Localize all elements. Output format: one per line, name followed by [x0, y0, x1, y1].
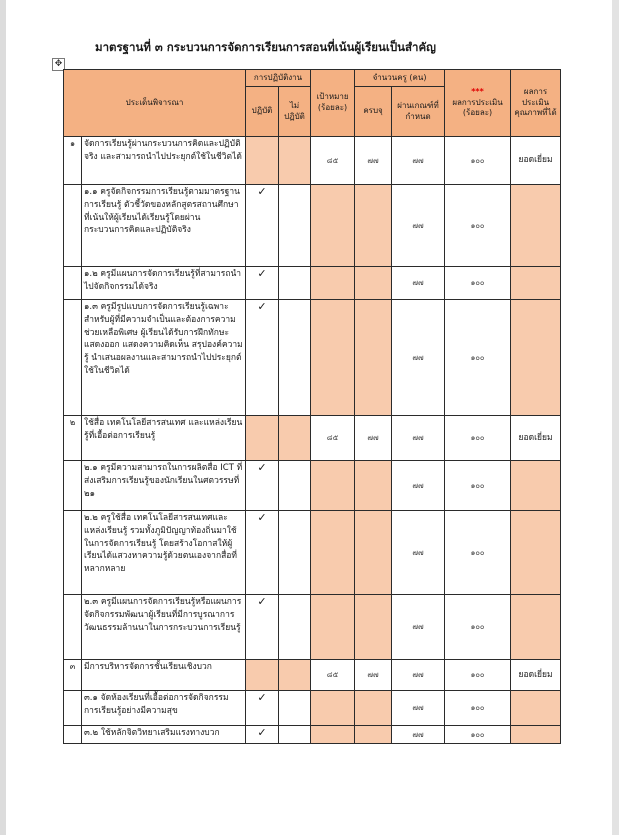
table-row — [64, 726, 561, 744]
all-cell — [355, 185, 392, 267]
row-text: มีการบริหารจัดการชั้นเรียนเชิงบวก — [82, 660, 246, 691]
row-number: ๒ — [64, 416, 82, 461]
result-cell: ๑๐๐ — [445, 726, 511, 744]
quality-cell — [511, 691, 561, 726]
not-practiced-cell — [279, 691, 311, 726]
quality-cell — [511, 267, 561, 300]
result-cell: ๑๐๐ — [445, 595, 511, 660]
row-number: ๓ — [64, 660, 82, 691]
passed-cell: ๗๗ — [392, 595, 445, 660]
row-text: ใช้สื่อ เทคโนโลยีสารสนเทศ และแหล่งเรียนรู้ที่เอื้อต่อการเรียนรู้ — [82, 416, 246, 461]
target-cell — [311, 300, 355, 416]
row-number — [64, 511, 82, 595]
target-cell: ๘๕ — [311, 660, 355, 691]
practiced-cell — [246, 416, 279, 461]
passed-cell: ๗๗ — [392, 691, 445, 726]
all-cell — [355, 691, 392, 726]
all-cell: ๗๗ — [355, 416, 392, 461]
not-practiced-cell — [279, 137, 311, 185]
row-number — [64, 267, 82, 300]
not-practiced-cell — [279, 300, 311, 416]
quality-cell — [511, 461, 561, 511]
quality-cell — [511, 511, 561, 595]
not-practiced-cell — [279, 185, 311, 267]
header-topic: ประเด็นพิจารณา — [64, 70, 246, 137]
not-practiced-cell — [279, 726, 311, 744]
row-number — [64, 300, 82, 416]
target-cell — [311, 461, 355, 511]
not-practiced-cell — [279, 660, 311, 691]
all-cell — [355, 461, 392, 511]
header-teacher-count: จำนวนครู (คน) — [355, 70, 445, 87]
result-cell: ๑๐๐ — [445, 691, 511, 726]
row-text: ๓.๒ ใช้หลักจิตวิทยาเสริมแรงทางบวก — [82, 726, 246, 744]
quality-cell — [511, 726, 561, 744]
page-title: มาตรฐานที่ ๓ กระบวนการจัดการเรียนการสอนที่เน้นผู้เรียนเป็นสำคัญ — [95, 40, 436, 54]
all-cell — [355, 511, 392, 595]
row-text: ๑.๓ ครูมีรูปแบบการจัดการเรียนรู้เฉพาะสำหรับผู้ที่มีความจำเป็นและต้องการความช่วยเหลือพิเศษ ผู้เรียนได้รับการฝึกทักษะแสดงออก แสดงความคิดเห็น สรุปองค์ความรู้ นำเสนอผลงานและสามารถนำไปประยุกต์ใช้ในชีวิตได้ — [82, 300, 246, 416]
target-cell — [311, 185, 355, 267]
assessment-table — [63, 69, 561, 744]
check-mark-icon: ✓ — [246, 726, 279, 744]
result-cell: ๑๐๐ — [445, 511, 511, 595]
table-header — [64, 70, 561, 137]
table-row — [64, 185, 561, 267]
quality-cell — [511, 595, 561, 660]
quality-cell: ยอดเยี่ยม — [511, 137, 561, 185]
table-row — [64, 300, 561, 416]
row-text: ๑.๒ ครูมีแผนการจัดการเรียนรู้ที่สามารถนำไปจัดกิจกรรมได้จริง — [82, 267, 246, 300]
table-row — [64, 416, 561, 461]
page-right-edge — [612, 0, 619, 835]
check-mark-icon: ✓ — [246, 300, 279, 416]
row-number — [64, 726, 82, 744]
target-cell — [311, 511, 355, 595]
passed-cell: ๗๗ — [392, 461, 445, 511]
passed-cell: ๗๗ — [392, 726, 445, 744]
quality-cell: ยอดเยี่ยม — [511, 660, 561, 691]
not-practiced-cell — [279, 461, 311, 511]
quality-cell: ยอดเยี่ยม — [511, 416, 561, 461]
result-cell: ๑๐๐ — [445, 267, 511, 300]
all-cell — [355, 726, 392, 744]
not-practiced-cell — [279, 511, 311, 595]
result-cell: ๑๐๐ — [445, 185, 511, 267]
passed-cell: ๗๗ — [392, 300, 445, 416]
check-mark-icon: ✓ — [246, 511, 279, 595]
practiced-cell — [246, 660, 279, 691]
passed-cell: ๗๗ — [392, 660, 445, 691]
row-text: ๓.๑ จัดห้องเรียนที่เอื้อต่อการจัดกิจกรรมการเรียนรู้อย่างมีความสุข — [82, 691, 246, 726]
all-cell — [355, 267, 392, 300]
all-cell — [355, 595, 392, 660]
passed-cell: ๗๗ — [392, 511, 445, 595]
target-cell: ๘๕ — [311, 137, 355, 185]
all-cell: ๗๗ — [355, 660, 392, 691]
result-cell: ๑๐๐ — [445, 660, 511, 691]
target-cell: ๘๕ — [311, 416, 355, 461]
table-row — [64, 461, 561, 511]
table-body — [64, 137, 561, 744]
header-passed: ผ่านเกณฑ์ที่กำหนด — [392, 87, 445, 137]
practiced-cell — [246, 137, 279, 185]
row-number — [64, 691, 82, 726]
not-practiced-cell — [279, 595, 311, 660]
passed-cell: ๗๗ — [392, 185, 445, 267]
target-cell — [311, 267, 355, 300]
header-practice-group: การปฏิบัติงาน — [246, 70, 311, 87]
row-text: ๑.๑ ครูจัดกิจกรรมการเรียนรู้ตามมาตรฐานการเรียนรู้ ตัวชี้วัดของหลักสูตรสถานศึกษาที่เน้นให้ผู้เรียนได้เรียนรู้โดยผ่านกระบวนการคิดและปฏิบัติจริง — [82, 185, 246, 267]
row-text: จัดการเรียนรู้ผ่านกระบวนการคิดและปฏิบัติจริง และสามารถนำไปประยุกต์ใช้ในชีวิตได้ — [82, 137, 246, 185]
result-cell: ๑๐๐ — [445, 461, 511, 511]
passed-cell: ๗๗ — [392, 137, 445, 185]
header-not-practiced: ไม่ปฏิบัติ — [279, 87, 311, 137]
check-mark-icon: ✓ — [246, 461, 279, 511]
header-result-label: ผลการประเมิน (ร้อยละ) — [452, 97, 503, 118]
table-row — [64, 511, 561, 595]
check-mark-icon: ✓ — [246, 691, 279, 726]
target-cell — [311, 595, 355, 660]
target-cell — [311, 691, 355, 726]
quality-cell — [511, 300, 561, 416]
check-mark-icon: ✓ — [246, 267, 279, 300]
quality-cell — [511, 185, 561, 267]
not-practiced-cell — [279, 267, 311, 300]
result-cell: ๑๐๐ — [445, 137, 511, 185]
row-number — [64, 461, 82, 511]
row-number: ๑ — [64, 137, 82, 185]
target-cell — [311, 726, 355, 744]
table-row — [64, 691, 561, 726]
row-number — [64, 595, 82, 660]
table-row — [64, 137, 561, 185]
row-text: ๒.๒ ครูใช้สื่อ เทคโนโลยีสารสนเทศและแหล่งเรียนรู้ รวมทั้งภูมิปัญญาท้องถิ่นมาใช้ในการจัดการเรียนรู้ โดยสร้างโอกาสให้ผู้เรียนได้แสวงหาความรู้ด้วยตนเองจากสื่อที่หลากหลาย — [82, 511, 246, 595]
header-result — [445, 70, 511, 137]
check-mark-icon: ✓ — [246, 595, 279, 660]
not-practiced-cell — [279, 416, 311, 461]
check-mark-icon: ✓ — [246, 185, 279, 267]
result-cell: ๑๐๐ — [445, 416, 511, 461]
table-row — [64, 595, 561, 660]
table-move-handle-icon[interactable]: ✥ — [52, 58, 65, 71]
row-text: ๒.๓ ครูมีแผนการจัดการเรียนรู้หรือแผนการจัดกิจกรรมพัฒนาผู้เรียนที่มีการบูรณาการวัฒนธรรมล้านนาในการกระบวนการเรียนรู้ — [82, 595, 246, 660]
header-stars: *** — [471, 86, 484, 96]
header-quality: ผลการประเมิน คุณภาพที่ได้ — [511, 70, 561, 137]
table-row — [64, 660, 561, 691]
header-practiced: ปฏิบัติ — [246, 87, 279, 137]
header-target: เป้าหมาย (ร้อยละ) — [311, 70, 355, 137]
all-cell — [355, 300, 392, 416]
table-row — [64, 267, 561, 300]
all-cell: ๗๗ — [355, 137, 392, 185]
row-text: ๒.๑ ครูมีความสามารถในการผลิตสื่อ ICT ที่ส่งเสริมการเรียนรู้ของนักเรียนในศตวรรษที่ ๒๑ — [82, 461, 246, 511]
header-all: ครบจุ — [355, 87, 392, 137]
passed-cell: ๗๗ — [392, 416, 445, 461]
page-left-edge — [0, 0, 6, 835]
row-number — [64, 185, 82, 267]
result-cell: ๑๐๐ — [445, 300, 511, 416]
passed-cell: ๗๗ — [392, 267, 445, 300]
